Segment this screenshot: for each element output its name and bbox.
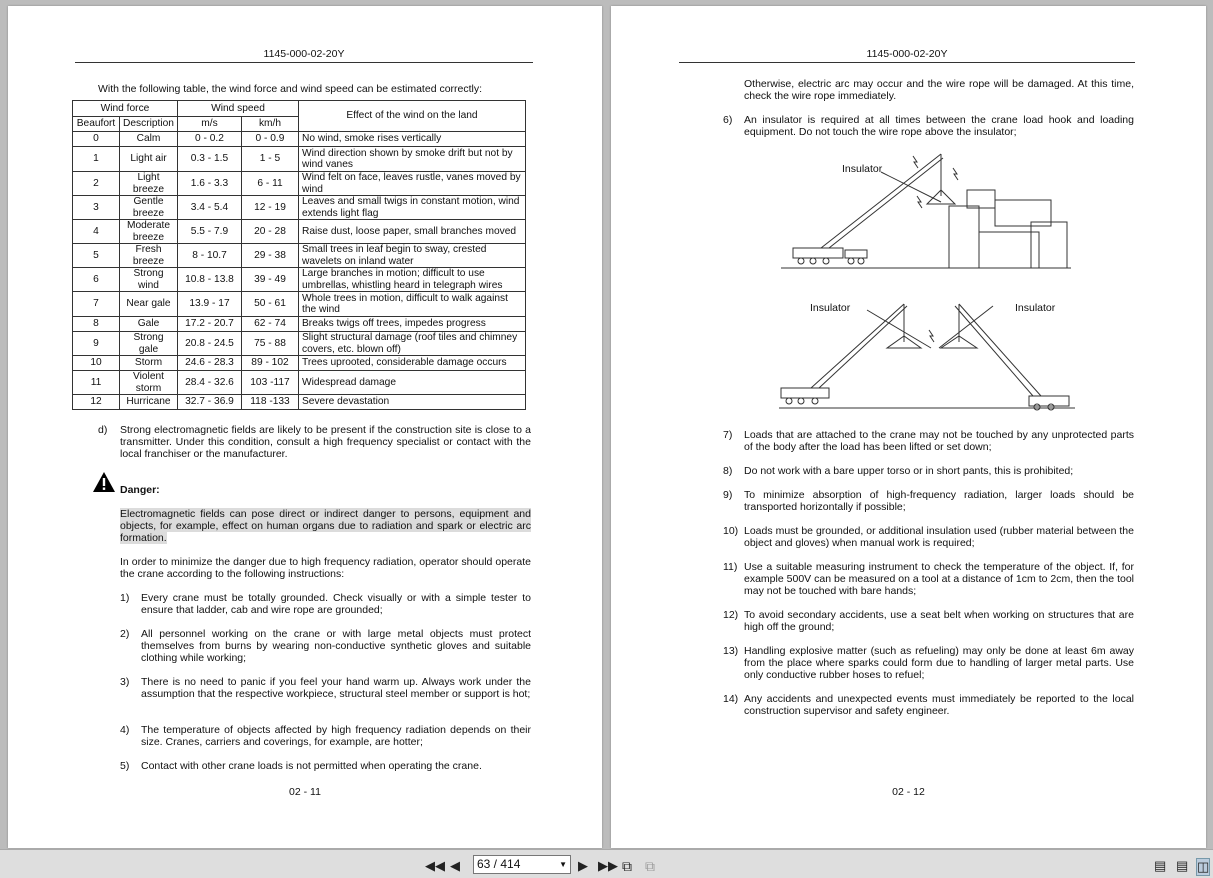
table-cell: 75 - 88 bbox=[242, 332, 299, 356]
table-cell: 9 bbox=[73, 332, 120, 356]
th-ms: m/s bbox=[178, 117, 242, 132]
item-number: 11) bbox=[723, 561, 738, 573]
pdf-toolbar bbox=[0, 849, 1213, 878]
list-item bbox=[98, 424, 531, 464]
table-cell: 39 - 49 bbox=[242, 268, 299, 292]
table-cell: 5.5 - 7.9 bbox=[178, 220, 242, 244]
next-page-icon[interactable]: ▶ bbox=[578, 858, 588, 873]
table-cell: 0.3 - 1.5 bbox=[178, 147, 242, 172]
table-cell: Gale bbox=[120, 317, 178, 332]
rotate-page-icon[interactable]: ⧉ bbox=[622, 858, 632, 874]
wind-table bbox=[72, 100, 526, 410]
crane-top bbox=[781, 154, 1071, 268]
table-cell: 118 -133 bbox=[242, 395, 299, 410]
item-number: 9) bbox=[723, 489, 733, 501]
table-cell: 17.2 - 20.7 bbox=[178, 317, 242, 332]
item-number: 8) bbox=[723, 465, 733, 477]
table-cell: Large branches in motion; difficult to use umbrellas, whistling heard in telegraph wires bbox=[299, 268, 526, 292]
item-text: Do not work with a bare upper torso or in short pants, this is prohibited; bbox=[744, 465, 1074, 477]
list-item bbox=[723, 114, 1134, 140]
page-number: 02 - 11 bbox=[289, 786, 321, 798]
table-row bbox=[73, 220, 526, 244]
item-number: 2) bbox=[120, 628, 130, 640]
item-text: Loads that are attached to the crane may not be touched by any unprotected parts of the body after the load has been lifted or set down; bbox=[744, 429, 1134, 453]
copy-page-icon[interactable]: ⧉ bbox=[645, 858, 655, 874]
wind-table-body bbox=[73, 132, 526, 410]
table-row bbox=[73, 268, 526, 292]
table-cell: 89 - 102 bbox=[242, 356, 299, 371]
instructions-intro: In order to minimize the danger due to high frequency radiation, operator should operate the crane according to the following instructions: bbox=[120, 556, 531, 580]
table-cell: Raise dust, loose paper, small branches moved bbox=[299, 220, 526, 244]
figure-label: Insulator bbox=[810, 302, 851, 314]
table-cell: Violent storm bbox=[120, 371, 178, 395]
figure-label: Insulator bbox=[842, 163, 883, 175]
page-number-select[interactable] bbox=[473, 855, 571, 874]
figure-label: Insulator bbox=[1015, 302, 1056, 314]
table-cell: Slight structural damage (roof tiles and chimney covers, etc. blown off) bbox=[299, 332, 526, 356]
table-cell: 5 bbox=[73, 244, 120, 268]
table-cell: 0 - 0.2 bbox=[178, 132, 242, 147]
two-page-view-icon[interactable]: ◫ bbox=[1197, 859, 1210, 874]
table-cell: 3 bbox=[73, 196, 120, 220]
item-text: Contact with other crane loads is not permitted when operating the crane. bbox=[141, 760, 482, 772]
table-row bbox=[73, 395, 526, 410]
item-number: 1) bbox=[120, 592, 130, 604]
right-page bbox=[611, 6, 1206, 848]
left-page bbox=[8, 6, 602, 848]
item-number: d) bbox=[98, 424, 108, 436]
item-number: 3) bbox=[120, 676, 130, 688]
list-item bbox=[723, 525, 1134, 551]
table-cell: Hurricane bbox=[120, 395, 178, 410]
continued-text: Otherwise, electric arc may occur and the wire rope will be damaged. At this time, check the wire rope immediately. bbox=[744, 78, 1134, 102]
warning-triangle-icon bbox=[92, 471, 116, 493]
item-text: Strong electromagnetic fields are likely to be present if the construction site is close to a transmitter. Under this condition, consult a high frequency specialist or contact with the local franchiser or the manufacturer. bbox=[120, 424, 531, 460]
table-cell: Trees uprooted, considerable damage occurs bbox=[299, 356, 526, 371]
table-cell: 0 bbox=[73, 132, 120, 147]
table-cell: 6 - 11 bbox=[242, 172, 299, 196]
table-cell: 1 bbox=[73, 147, 120, 172]
table-cell: 20 - 28 bbox=[242, 220, 299, 244]
single-page-view-icon[interactable]: ▤ bbox=[1154, 858, 1167, 873]
list-item bbox=[120, 724, 531, 750]
table-cell: No wind, smoke rises vertically bbox=[299, 132, 526, 147]
danger-text-highlight: Electromagnetic fields can pose direct or indirect danger to persons, equipment and objects, for example, effect on human organs due to radiation and spark or electric arc formation. bbox=[120, 508, 531, 544]
item-text: An insulator is required at all times between the crane load hook and loading equipment. Do not touch the wire rope above the insulator; bbox=[744, 114, 1134, 138]
table-cell: Widespread damage bbox=[299, 371, 526, 395]
th-description: Description bbox=[120, 117, 178, 132]
list-item bbox=[723, 465, 1134, 479]
danger-text bbox=[120, 508, 531, 544]
table-cell: 10 bbox=[73, 356, 120, 371]
table-cell: 2 bbox=[73, 172, 120, 196]
table-cell: 0 - 0.9 bbox=[242, 132, 299, 147]
list-item bbox=[723, 693, 1134, 719]
table-cell: Wind felt on face, leaves rustle, vanes moved by wind bbox=[299, 172, 526, 196]
item-number: 12) bbox=[723, 609, 739, 621]
table-cell: 12 - 19 bbox=[242, 196, 299, 220]
table-cell: 10.8 - 13.8 bbox=[178, 268, 242, 292]
table-cell: Fresh breeze bbox=[120, 244, 178, 268]
table-cell: 11 bbox=[73, 371, 120, 395]
table-cell: 29 - 38 bbox=[242, 244, 299, 268]
item-text: Every crane must be totally grounded. Check visually or with a simple tester to ensure that ladder, cab and wire rope are grounded; bbox=[141, 592, 531, 616]
table-cell: 7 bbox=[73, 292, 120, 317]
th-effect: Effect of the wind on the land bbox=[299, 101, 526, 132]
th-kmh: km/h bbox=[242, 117, 299, 132]
table-row bbox=[73, 371, 526, 395]
prev-page-icon[interactable]: ◀ bbox=[450, 858, 460, 873]
table-cell: 62 - 74 bbox=[242, 317, 299, 332]
table-cell: 8 bbox=[73, 317, 120, 332]
item-text: Any accidents and unexpected events must immediately be reported to the local construction supervisor and safety engineer. bbox=[744, 693, 1134, 717]
list-item bbox=[120, 676, 531, 714]
item-text: The temperature of objects affected by high frequency radiation depends on their size. Cranes, carriers and coverings, for example, are hotter; bbox=[141, 724, 531, 748]
item-number: 10) bbox=[723, 525, 739, 537]
list-item bbox=[723, 489, 1134, 515]
page-header: 1145-000-02-20Y bbox=[679, 48, 1135, 63]
item-number: 14) bbox=[723, 693, 739, 705]
item-number: 5) bbox=[120, 760, 130, 772]
table-cell: Moderate breeze bbox=[120, 220, 178, 244]
danger-label: Danger: bbox=[120, 484, 160, 496]
table-row bbox=[73, 317, 526, 332]
table-cell: 8 - 10.7 bbox=[178, 244, 242, 268]
last-page-icon[interactable]: ▶▶ bbox=[598, 858, 618, 873]
table-cell: Near gale bbox=[120, 292, 178, 317]
list-item bbox=[120, 760, 531, 774]
th-wind-force: Wind force bbox=[73, 101, 178, 117]
th-wind-speed: Wind speed bbox=[178, 101, 299, 117]
table-cell: 6 bbox=[73, 268, 120, 292]
table-row bbox=[73, 292, 526, 317]
table-cell: 1.6 - 3.3 bbox=[178, 172, 242, 196]
table-row bbox=[73, 332, 526, 356]
page-indicator: 63 / 414 bbox=[477, 857, 521, 871]
table-cell: Severe devastation bbox=[299, 395, 526, 410]
th-beaufort: Beaufort bbox=[73, 117, 120, 132]
item-text: Loads must be grounded, or additional insulation used (rubber material between the object and gloves) when manual work is required; bbox=[744, 525, 1134, 549]
table-cell: Strong gale bbox=[120, 332, 178, 356]
list-item bbox=[120, 592, 531, 618]
table-cell: 50 - 61 bbox=[242, 292, 299, 317]
page-number: 02 - 12 bbox=[892, 786, 925, 798]
table-cell: 4 bbox=[73, 220, 120, 244]
table-cell: Light breeze bbox=[120, 172, 178, 196]
table-cell: Storm bbox=[120, 356, 178, 371]
continuous-view-icon[interactable]: ▤ bbox=[1176, 858, 1189, 873]
list-item bbox=[723, 645, 1134, 683]
table-cell: 103 -117 bbox=[242, 371, 299, 395]
item-text: To avoid secondary accidents, use a seat belt when working on structures that are high off the ground; bbox=[744, 609, 1134, 633]
table-cell: 20.8 - 24.5 bbox=[178, 332, 242, 356]
chevron-down-icon: ▼ bbox=[559, 860, 567, 869]
item-text: To minimize absorption of high-frequency radiation, larger loads should be transported horizontally if possible; bbox=[744, 489, 1134, 513]
table-cell: 28.4 - 32.6 bbox=[178, 371, 242, 395]
item-number: 6) bbox=[723, 114, 733, 126]
table-row bbox=[73, 244, 526, 268]
table-cell: Calm bbox=[120, 132, 178, 147]
item-number: 7) bbox=[723, 429, 733, 441]
list-item bbox=[723, 429, 1134, 455]
item-text: There is no need to panic if you feel your hand warm up. Always work under the assumption that the respective workpiece, structural steel member or support is hot; bbox=[141, 676, 531, 700]
table-cell: Small trees in leaf begin to sway, crested wavelets on inland water bbox=[299, 244, 526, 268]
table-row bbox=[73, 147, 526, 172]
list-item bbox=[723, 609, 1134, 635]
table-cell: Leaves and small twigs in constant motion, wind extends light flag bbox=[299, 196, 526, 220]
first-page-icon[interactable]: ◀◀ bbox=[425, 858, 445, 873]
crane-bottom bbox=[779, 304, 1075, 410]
table-cell: 24.6 - 28.3 bbox=[178, 356, 242, 371]
item-number: 4) bbox=[120, 724, 130, 736]
list-item bbox=[723, 561, 1134, 599]
crane-insulator-figure bbox=[771, 144, 1081, 414]
table-row bbox=[73, 172, 526, 196]
item-number: 13) bbox=[723, 645, 739, 657]
table-intro: With the following table, the wind force and wind speed can be estimated correctly: bbox=[98, 83, 483, 95]
item-text: All personnel working on the crane or with large metal objects must protect themselves from burns by wearing non-conductive synthetic gloves and suitable clothing while working; bbox=[141, 628, 531, 664]
table-cell: Wind direction shown by smoke drift but not by wind vanes bbox=[299, 147, 526, 172]
table-row bbox=[73, 132, 526, 147]
table-cell: Strong wind bbox=[120, 268, 178, 292]
table-cell: Whole trees in motion, difficult to walk against the wind bbox=[299, 292, 526, 317]
table-row bbox=[73, 196, 526, 220]
item-text: Handling explosive matter (such as refueling) may only be done at least 6m away from the place where sparks could form due to handling of larger metal parts. Use only conductive rubber hoses to refuel; bbox=[744, 645, 1134, 681]
table-cell: 3.4 - 5.4 bbox=[178, 196, 242, 220]
table-cell: 13.9 - 17 bbox=[178, 292, 242, 317]
item-text: Use a suitable measuring instrument to check the temperature of the object. If, for example 500V can be measured on a tool at a distance of 1cm to 2cm, then the tool may not be touched with bare hands; bbox=[744, 561, 1134, 597]
table-cell: 12 bbox=[73, 395, 120, 410]
table-cell: 32.7 - 36.9 bbox=[178, 395, 242, 410]
table-cell: Light air bbox=[120, 147, 178, 172]
table-row bbox=[73, 356, 526, 371]
table-cell: 1 - 5 bbox=[242, 147, 299, 172]
page-header: 1145-000-02-20Y bbox=[75, 48, 533, 63]
list-item bbox=[120, 628, 531, 666]
table-cell: Breaks twigs off trees, impedes progress bbox=[299, 317, 526, 332]
table-cell: Gentle breeze bbox=[120, 196, 178, 220]
